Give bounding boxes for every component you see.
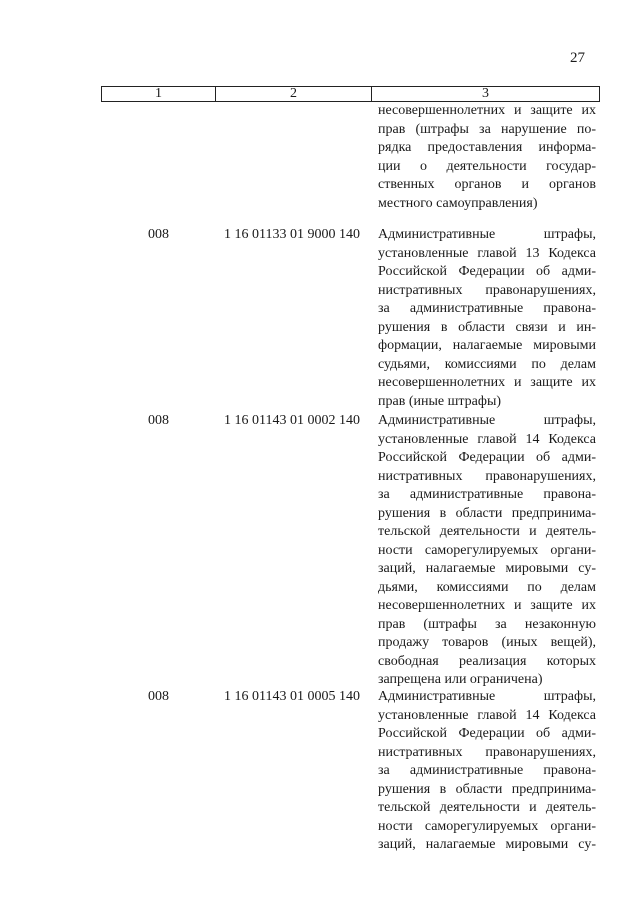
description-line: судьями, комиссиями по делам <box>378 356 596 372</box>
description-line: рушения в области предпринима- <box>378 505 596 521</box>
admin-code: 008 <box>148 413 169 428</box>
description-line: за административные правона- <box>378 763 596 778</box>
description-line: свободная реализация которых <box>378 653 596 669</box>
page-number: 27 <box>570 50 585 66</box>
description-line: Административные штрафы, <box>378 689 596 704</box>
description-line: рушения в области связи и ин- <box>378 319 596 335</box>
description-line: Административные штрафы, <box>378 413 596 428</box>
description-line: несовершеннолетних и защите их <box>378 103 596 118</box>
description-line: прав (штрафы за нарушение по- <box>378 121 596 137</box>
description-line: установленные главой 13 Кодекса <box>378 245 596 261</box>
description-line: прав (иные штрафы) <box>378 393 502 409</box>
description-line: нистративных правонарушениях, <box>378 282 596 298</box>
kbk-code: 1 16 01143 01 0005 140 <box>224 689 360 704</box>
description-line: установленные главой 14 Кодекса <box>378 431 596 447</box>
kbk-code: 1 16 01143 01 0002 140 <box>224 413 360 428</box>
admin-code: 008 <box>148 227 169 242</box>
kbk-code: 1 16 01133 01 9000 140 <box>224 227 360 242</box>
description-line: Административные штрафы, <box>378 227 596 242</box>
description-line: ственных органов и органов <box>378 177 596 192</box>
description-line: Российской Федерации об адми- <box>378 450 596 465</box>
description-line: установленные главой 14 Кодекса <box>378 707 596 723</box>
description-line: ции о деятельности государ- <box>378 158 596 174</box>
description-line: Российской Федерации об адми- <box>378 726 596 741</box>
table-header <box>101 86 600 102</box>
description-line: нистративных правонарушениях, <box>378 468 596 484</box>
description-line: несовершеннолетних и защите их <box>378 598 596 613</box>
description-line: рушения в области предпринима- <box>378 781 596 797</box>
description-line: рядка предоставления информа- <box>378 140 596 155</box>
description-line: местного самоуправления) <box>378 195 538 211</box>
header-col-3: 3 <box>482 86 489 101</box>
row-description <box>378 688 596 855</box>
description-line: заций, налагаемые мировыми су- <box>378 837 596 852</box>
header-col-1: 1 <box>102 87 216 101</box>
description-line: ности саморегулируемых органи- <box>378 818 596 834</box>
description-line: дьями, комиссиями по делам <box>378 579 596 595</box>
description-line: тельской деятельности и деятель- <box>378 800 596 815</box>
description-line: заций, налагаемые мировыми су- <box>378 561 596 576</box>
description-line: запрещена или ограничена) <box>378 672 543 687</box>
description-line: несовершеннолетних и защите их <box>378 375 596 390</box>
row-description <box>378 412 596 690</box>
description-line: за административные правона- <box>378 301 596 316</box>
description-line: ности саморегулируемых органи- <box>378 542 596 558</box>
description-line: нистративных правонарушениях, <box>378 744 596 760</box>
admin-code: 008 <box>148 689 169 704</box>
continuation-description <box>378 102 596 213</box>
description-line: Российской Федерации об адми- <box>378 264 596 279</box>
row-description <box>378 226 596 411</box>
description-line: за административные правона- <box>378 487 596 502</box>
description-line: тельской деятельности и деятель- <box>378 524 596 539</box>
header-col-2: 2 <box>216 87 372 101</box>
description-line: формации, налагаемые мировыми <box>378 338 596 353</box>
description-line: прав (штрафы за незаконную <box>378 616 596 632</box>
description-line: продажу товаров (иных вещей), <box>378 635 596 650</box>
